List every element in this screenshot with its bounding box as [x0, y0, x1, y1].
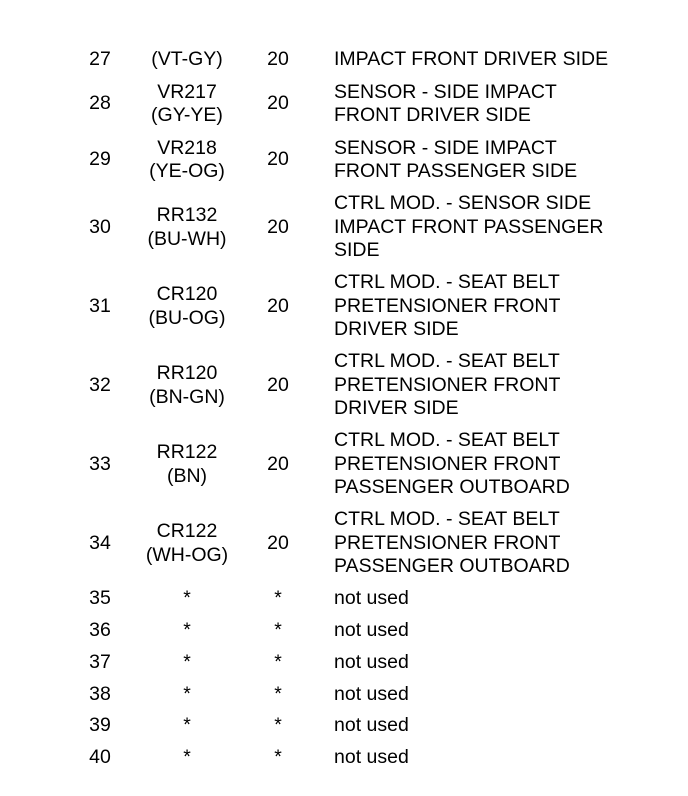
circuit-cell [126, 48, 248, 72]
function-line: PASSENGER OUTBOARD [334, 555, 570, 578]
circuit-cell [126, 283, 248, 330]
circuit-function [334, 714, 644, 738]
pin-number: 36 [89, 618, 111, 641]
connector-pinout-table [0, 44, 688, 774]
table-row [0, 742, 688, 774]
function-line: not used [334, 587, 409, 610]
table-row [0, 346, 688, 425]
pin-number: 37 [89, 650, 111, 673]
table-row [0, 615, 688, 647]
wire-gauge: * [274, 587, 282, 610]
circuit-function [334, 587, 644, 611]
circuit-function [334, 48, 644, 72]
circuit-color: (YE-OG) [149, 160, 225, 182]
table-row [0, 425, 688, 504]
wire-gauge: 20 [267, 215, 289, 238]
function-line: SIDE [334, 239, 380, 262]
function-line: IMPACT FRONT PASSENGER [334, 215, 604, 238]
wire-gauge: * [274, 746, 282, 769]
wire-gauge: * [274, 714, 282, 737]
circuit-cell [126, 204, 248, 251]
wire-gauge: * [274, 650, 282, 673]
function-line: PRETENSIONER FRONT [334, 531, 561, 554]
circuit-function [334, 192, 644, 263]
circuit-id: RR120 [156, 362, 218, 384]
circuit-function [334, 429, 644, 500]
function-line: CTRL MOD. - SEAT BELT [334, 508, 560, 531]
function-line: CTRL MOD. - SEAT BELT [334, 350, 560, 373]
function-line: SENSOR - SIDE IMPACT [334, 80, 557, 103]
function-line: SENSOR - SIDE IMPACT [334, 136, 557, 159]
table-row [0, 583, 688, 615]
circuit-id: * [183, 746, 191, 769]
circuit-color: (GY-YE) [151, 104, 223, 126]
circuit-cell [126, 81, 248, 128]
function-line: not used [334, 682, 409, 705]
circuit-cell [126, 362, 248, 409]
circuit-id: VR217 [157, 80, 217, 103]
wire-gauge: 20 [267, 92, 289, 115]
wire-gauge: 20 [267, 48, 289, 71]
circuit-color: (BN-GN) [149, 385, 225, 408]
wire-gauge: 20 [267, 452, 289, 475]
function-line: not used [334, 746, 409, 769]
circuit-function [334, 271, 644, 342]
circuit-id: RR132 [156, 204, 218, 226]
pin-number: 32 [89, 373, 111, 396]
circuit-id: CR120 [156, 283, 218, 305]
function-line: not used [334, 650, 409, 673]
function-line: DRIVER SIDE [334, 318, 459, 341]
function-line: PASSENGER OUTBOARD [334, 476, 570, 499]
function-line: IMPACT FRONT DRIVER SIDE [334, 48, 609, 71]
table-row [0, 678, 688, 710]
circuit-id: * [183, 618, 191, 641]
pin-number: 28 [89, 92, 111, 115]
circuit-id: * [183, 682, 191, 705]
table-row [0, 188, 688, 267]
circuit-function [334, 508, 644, 579]
wire-gauge: 20 [267, 531, 289, 554]
wire-gauge: 20 [267, 294, 289, 317]
circuit-id: VR218 [157, 136, 217, 159]
function-line: PRETENSIONER FRONT [334, 294, 561, 317]
function-line: CTRL MOD. - SEAT BELT [334, 271, 560, 294]
circuit-id: * [183, 714, 191, 737]
pin-number: 40 [89, 746, 111, 769]
pin-number: 38 [89, 682, 111, 705]
circuit-id: * [183, 650, 191, 673]
wire-gauge: * [274, 682, 282, 705]
function-line: FRONT DRIVER SIDE [334, 104, 531, 126]
table-row [0, 647, 688, 679]
circuit-color: (VT-GY) [151, 48, 223, 71]
circuit-function [334, 651, 644, 675]
circuit-function [334, 81, 644, 128]
table-row [0, 76, 688, 132]
pin-number: 35 [89, 587, 111, 610]
table-row [0, 267, 688, 346]
circuit-cell [126, 746, 248, 770]
circuit-cell [126, 137, 248, 184]
function-line: PRETENSIONER FRONT [334, 452, 561, 475]
circuit-color: (BN) [166, 464, 208, 487]
circuit-function [334, 619, 644, 643]
pin-number: 33 [89, 452, 111, 475]
wire-gauge: 20 [267, 373, 289, 396]
function-line: PRETENSIONER FRONT [334, 373, 561, 396]
circuit-cell [126, 587, 248, 611]
table-row [0, 44, 688, 76]
table-row [0, 710, 688, 742]
circuit-function [334, 683, 644, 707]
function-line: FRONT PASSENGER SIDE [334, 160, 578, 182]
circuit-color: (BU-OG) [148, 306, 226, 329]
wire-gauge: * [274, 618, 282, 641]
circuit-function [334, 137, 644, 184]
circuit-cell [126, 714, 248, 738]
function-line: not used [334, 714, 409, 737]
circuit-cell [126, 683, 248, 707]
wire-gauge: 20 [267, 148, 289, 171]
circuit-cell [126, 619, 248, 643]
function-line: CTRL MOD. - SENSOR SIDE [334, 192, 592, 215]
pin-number: 29 [89, 148, 111, 171]
circuit-id: RR122 [156, 441, 218, 463]
table-row [0, 132, 688, 188]
circuit-cell [126, 651, 248, 675]
circuit-id: * [183, 587, 191, 610]
function-line: not used [334, 618, 409, 641]
circuit-function [334, 350, 644, 421]
circuit-id: CR122 [156, 520, 218, 542]
pin-number: 34 [89, 531, 111, 554]
function-line: CTRL MOD. - SEAT BELT [334, 429, 560, 452]
circuit-function [334, 746, 644, 770]
circuit-color: (BU-WH) [147, 227, 227, 250]
pin-number: 27 [89, 48, 111, 71]
table-row [0, 504, 688, 583]
function-line: DRIVER SIDE [334, 397, 459, 420]
pin-number: 31 [89, 294, 111, 317]
circuit-cell [126, 520, 248, 567]
circuit-cell [126, 441, 248, 488]
circuit-color: (WH-OG) [145, 543, 229, 566]
pin-number: 30 [89, 215, 111, 238]
pin-number: 39 [89, 714, 111, 737]
